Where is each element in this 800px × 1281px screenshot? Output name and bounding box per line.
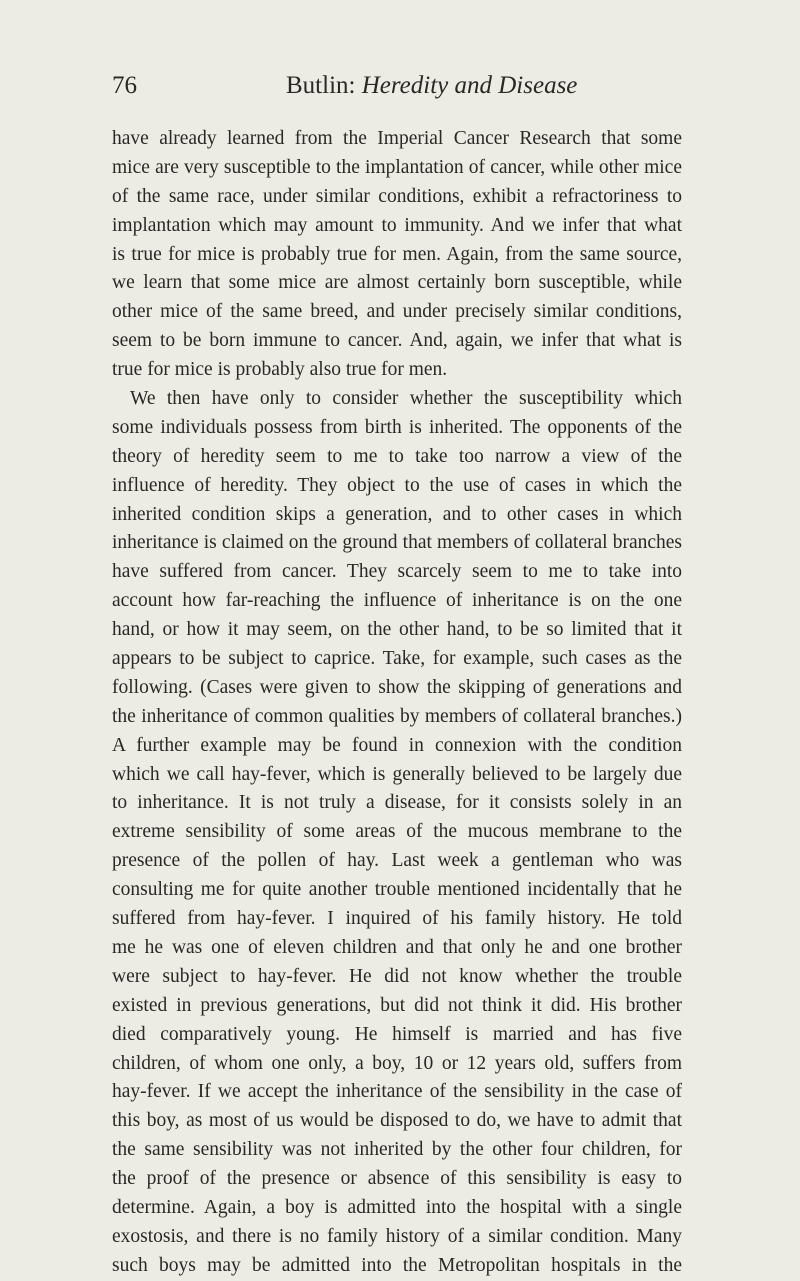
text-line: the inheritance of common qualities by members of collateral branches.) (112, 705, 682, 727)
page-number: 76 (112, 72, 137, 99)
running-header (0, 72, 800, 106)
text-line: some individuals possess from birth is inherited. The opponents of the (112, 416, 682, 438)
text-line: mice are very susceptible to the implantation of cancer, while other mice (112, 156, 682, 178)
text-line: consulting me for quite another trouble mentioned incidentally that he (112, 879, 682, 901)
text-line: seem to be born immune to cancer. And, again, we infer that what is (112, 330, 682, 352)
text-line: appears to be subject to caprice. Take, for example, such cases as the (112, 648, 682, 670)
text-line: such boys may be admitted into the Metropolitan hospitals in the (112, 1254, 682, 1276)
text-line: children, of whom one only, a boy, 10 or 12 years old, suffers from (112, 1052, 682, 1074)
text-line: account how far-reaching the influence of inheritance is on the one (112, 590, 682, 612)
text-line: theory of heredity seem to me to take too narrow a view of the (112, 445, 682, 467)
text-line: this boy, as most of us would be disposed to do, we have to admit that (112, 1110, 682, 1132)
text-line: influence of heredity. They object to the use of cases in which the (112, 474, 682, 496)
running-head-title: Heredity and Disease (361, 72, 578, 99)
text-line: the proof of the presence or absence of this sensibility is easy to (112, 1168, 682, 1190)
text-line: inheritance is claimed on the ground that members of collateral branches (112, 532, 682, 554)
text-line: following. (Cases were given to show the skipping of generations and (112, 676, 682, 698)
text-line: extreme sensibility of some areas of the mucous membrane to the (112, 821, 682, 843)
text-line: presence of the pollen of hay. Last week a gentleman who was (112, 850, 682, 872)
text-line: exostosis, and there is no family history of a similar condition. Many (112, 1225, 682, 1247)
text-line: suffered from hay-fever. I inquired of his family history. He told (112, 908, 682, 930)
text-line: is true for mice is probably true for men. Again, from the same source, (112, 243, 682, 265)
text-line: died comparatively young. He himself is married and has five (112, 1023, 682, 1045)
text-line: hand, or how it may seem, on the other hand, to be so limited that it (112, 619, 682, 641)
text-line: were subject to hay-fever. He did not know whether the trouble (112, 965, 682, 987)
text-line: we learn that some mice are almost certainly born susceptible, while (112, 272, 682, 294)
text-line: implantation which may amount to immunity. And we infer that what (112, 214, 682, 236)
text-line: determine. Again, a boy is admitted into the hospital with a single (112, 1196, 682, 1218)
text-line: existed in previous generations, but did not think it did. His brother (112, 994, 682, 1016)
text-line: of the same race, under similar conditions, exhibit a refractoriness to (112, 185, 682, 207)
text-line: to inheritance. It is not truly a disease, for it consists solely in an (112, 792, 682, 814)
text-line: hay-fever. If we accept the inheritance of the sensibility in the case of (112, 1081, 682, 1103)
text-line: me he was one of eleven children and that only he and one brother (112, 936, 682, 958)
text-line: the same sensibility was not inherited by the other four children, for (112, 1139, 682, 1161)
running-head (286, 72, 577, 100)
text-line: true for mice is probably also true for men. (112, 359, 448, 381)
running-head-separator: : (348, 72, 362, 99)
text-line: have already learned from the Imperial Cancer Research that some (112, 128, 682, 149)
text-line: other mice of the same breed, and under precisely similar conditions, (112, 301, 682, 323)
text-line: have suffered from cancer. They scarcely seem to me to take into (112, 561, 682, 583)
text-line: We then have only to consider whether the susceptibility which (130, 388, 682, 410)
text-line: A further example may be found in connexion with the condition (112, 734, 682, 756)
running-head-author: Butlin (286, 72, 349, 99)
text-line: inherited condition skips a generation, and to other cases in which (112, 503, 682, 525)
text-line: which we call hay-fever, which is generally believed to be largely due (112, 763, 682, 785)
body-text (112, 125, 682, 1281)
